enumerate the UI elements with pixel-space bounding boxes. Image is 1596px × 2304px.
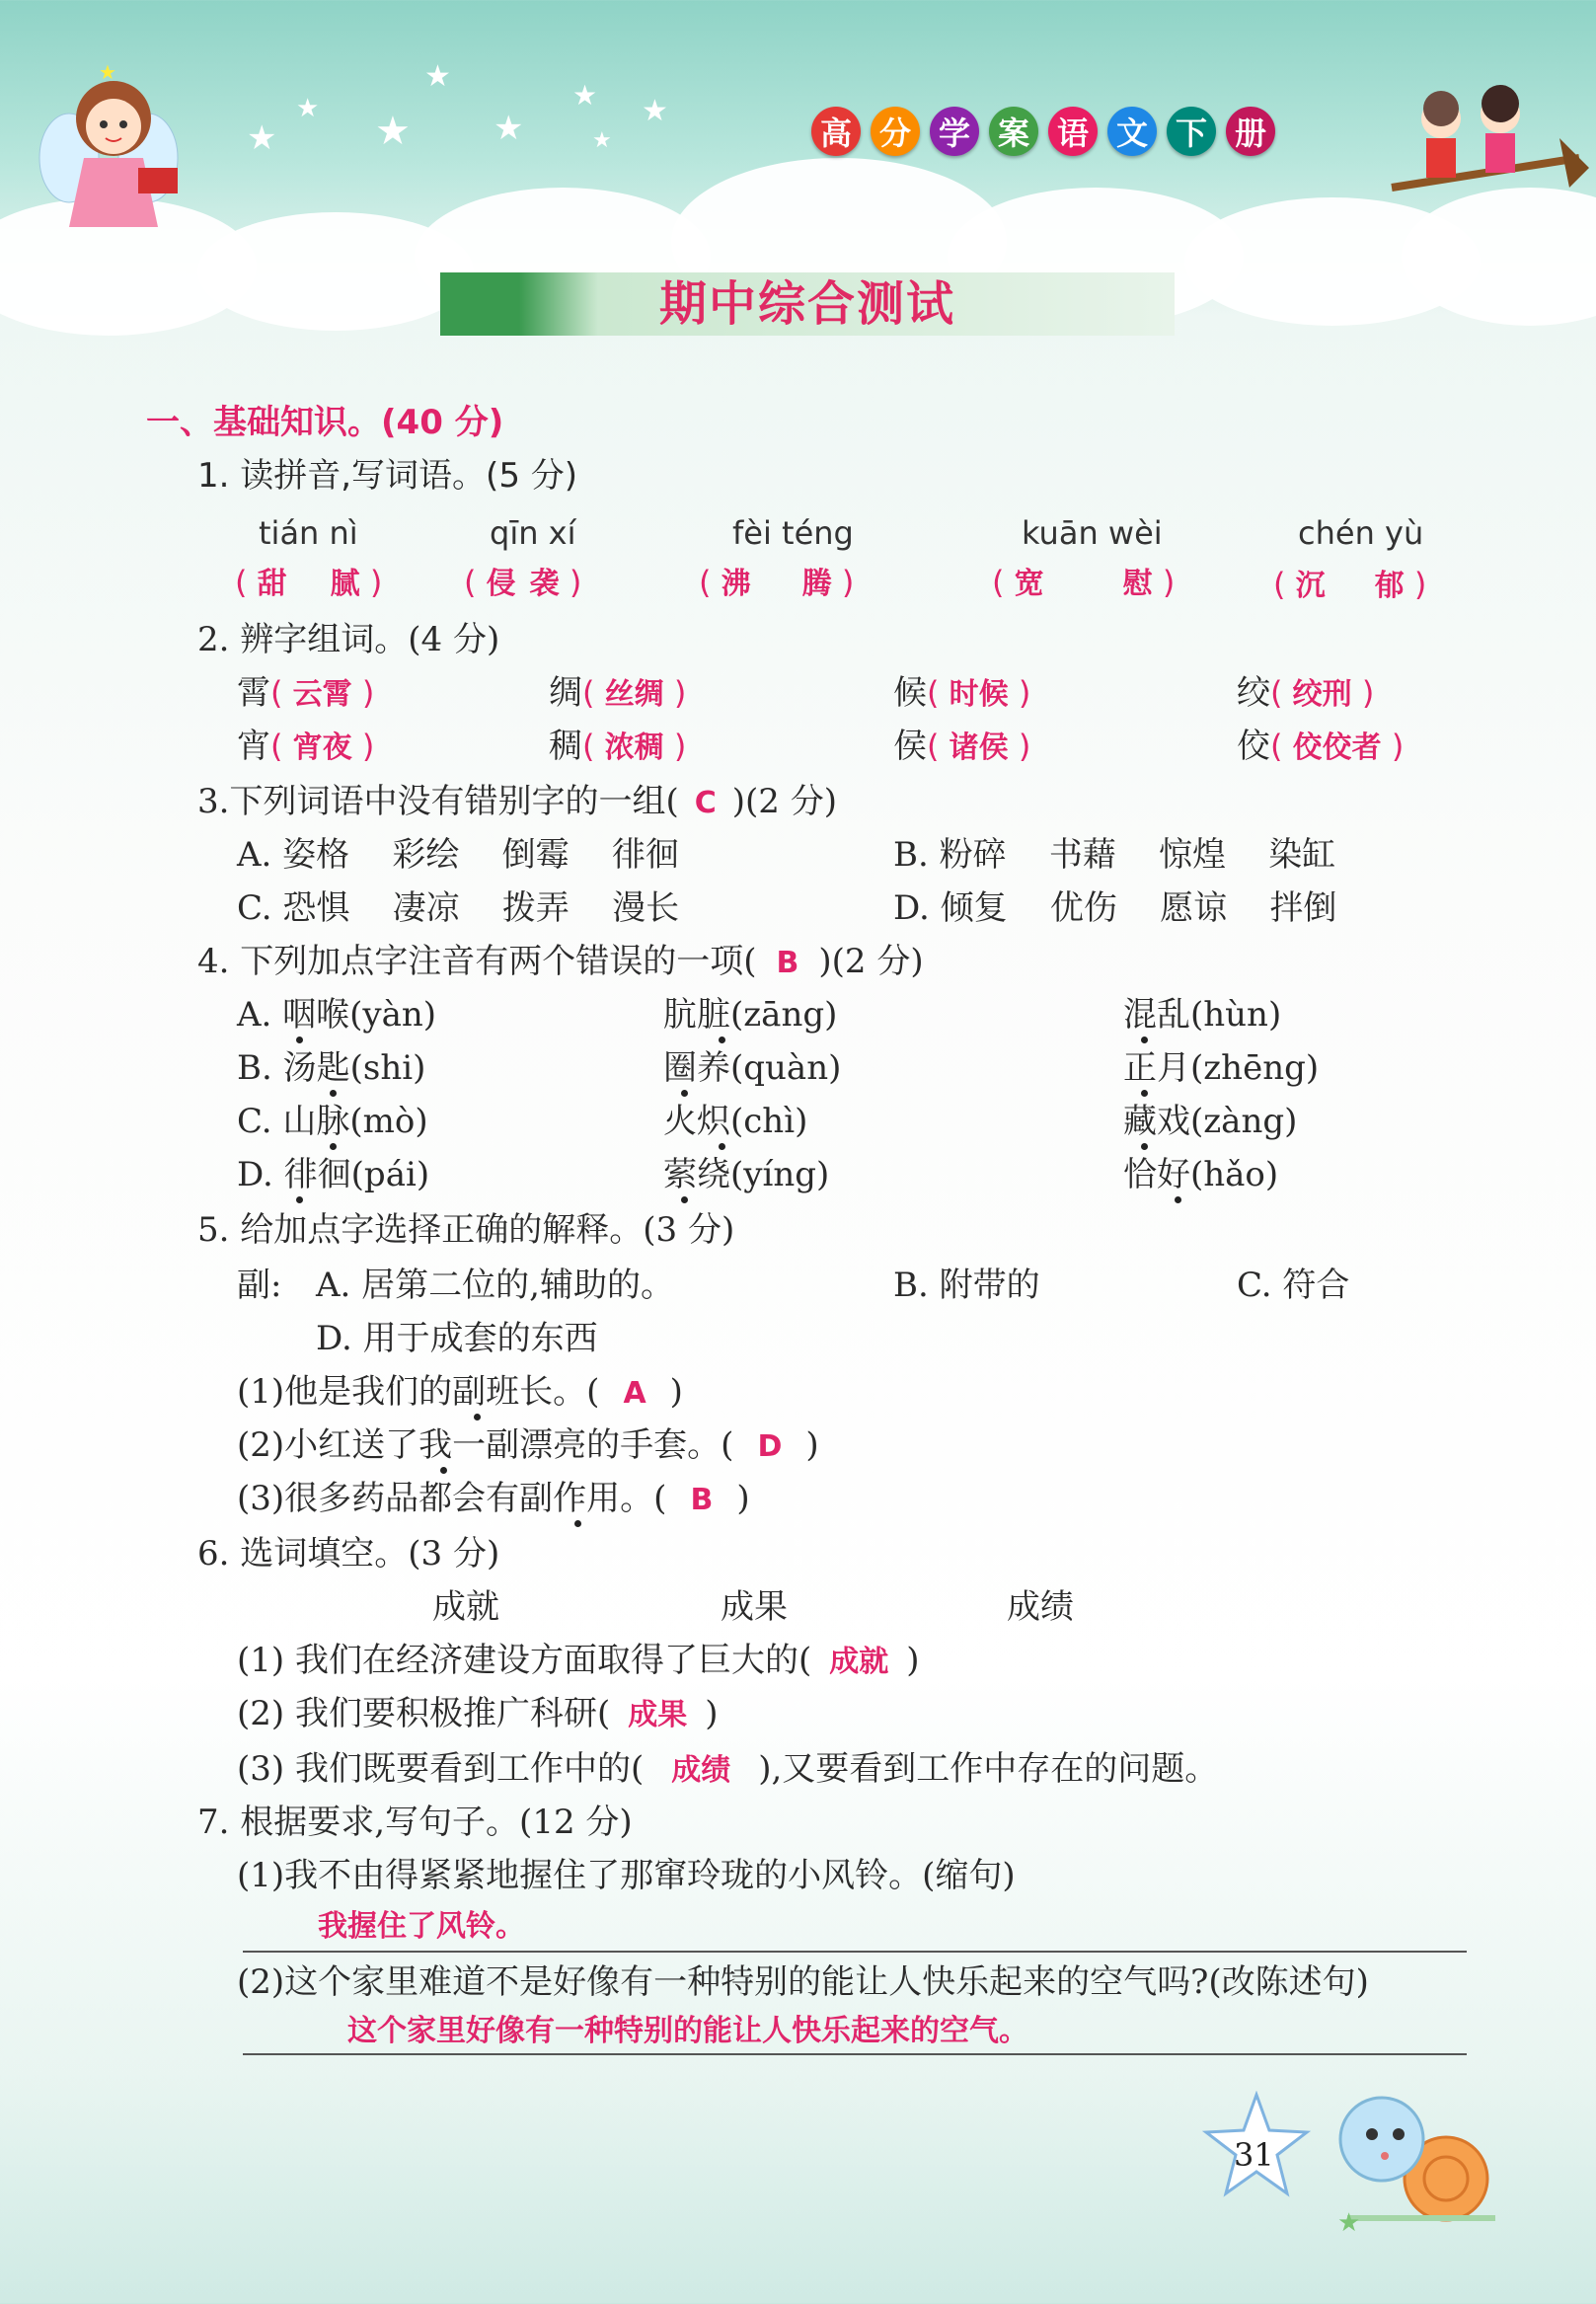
pinyin: chén yù (1298, 514, 1424, 552)
pinyin: fèi téng (732, 514, 854, 552)
series-char: 语 (1048, 107, 1098, 156)
q3-option-b: B. 粉碎 书藉 惊煌 染缸 (893, 835, 1336, 875)
emphasis-dot (681, 1090, 688, 1097)
emphasis-dot (440, 1467, 447, 1474)
baby-snail-illustration (1328, 2085, 1515, 2233)
q5-item: (3)很多药品都会有副作用。( B ) (237, 1479, 750, 1518)
star-icon: ★ (494, 109, 524, 148)
series-char: 分 (871, 107, 920, 156)
q5-option-d: D. 用于成套的东西 (316, 1319, 598, 1358)
series-char: 学 (930, 107, 979, 156)
q1-answer-5: ( 沉 郁 ) (1273, 566, 1427, 603)
header-banner (0, 0, 1596, 296)
emphasis-dot (296, 1196, 303, 1203)
fairy-girl-illustration (30, 39, 197, 237)
q4-cell: 藏戏(zàng) (1123, 1102, 1298, 1141)
page-number: 31 (1234, 2136, 1274, 2174)
q4-cell: 肮脏(zāng) (663, 995, 838, 1035)
star-icon: ★ (642, 94, 668, 128)
series-char: 文 (1107, 107, 1157, 156)
emphasis-dot (1141, 1090, 1148, 1097)
series-title (811, 107, 1275, 156)
q7-sentence-2: (2)这个家里难道不是好像有一种特别的能让人快乐起来的空气吗?(改陈述句) (237, 1962, 1369, 2002)
star-icon: ★ (424, 59, 451, 94)
q6-word: 成果 (721, 1587, 788, 1627)
q4-cell: 正月(zhēng) (1123, 1048, 1320, 1088)
test-title-banner (440, 272, 1175, 336)
q1-answer-3: ( 沸 腾 ) (699, 564, 855, 601)
series-char: 案 (989, 107, 1038, 156)
q3-option-a: A. 姿格 彩绘 倒霉 徘徊 (237, 835, 679, 875)
q4-cell: B. 汤匙(shi) (237, 1048, 426, 1088)
q5-item: (1)他是我们的副班长。( A ) (237, 1372, 683, 1412)
q4-cell: 萦绕(yíng) (663, 1155, 830, 1194)
section-heading: 一、基础知识。(40 分) (146, 403, 504, 442)
q2-item: 绞( 绞刑 ) (1237, 673, 1375, 713)
q4-label: 4. 下列加点字注音有两个错误的一项( B )(2 分) (197, 942, 924, 981)
q2-item: 宵( 宵夜 ) (237, 727, 375, 766)
star-icon: ★ (572, 79, 598, 112)
star-icon: ★ (296, 94, 320, 123)
q2-item: 候( 时候 ) (893, 673, 1031, 713)
q6-word: 成绩 (1007, 1587, 1074, 1627)
q7-label: 7. 根据要求,写句子。(12 分) (197, 1803, 633, 1842)
q4-cell: 混乱(hùn) (1123, 995, 1282, 1035)
q7-answer-1: 我握住了风铃。 (318, 1909, 525, 1944)
q2-item: 霄( 云霄 ) (237, 673, 375, 713)
q4-cell: A. 咽喉(yàn) (237, 995, 437, 1035)
page-title: 期中综合测试 (658, 276, 955, 332)
q1-label: 1. 读拼音,写词语。(5 分) (197, 456, 578, 496)
star-icon: ★ (375, 109, 411, 154)
series-char: 下 (1167, 107, 1216, 156)
q7-sentence-1: (1)我不由得紧紧地握住了那窜玲珑的小风铃。(缩句) (237, 1856, 1016, 1895)
q5-item: (2)小红送了我一副漂亮的手套。( D ) (237, 1425, 819, 1465)
q5-option-c: C. 符合 (1237, 1266, 1350, 1305)
kids-on-broom-illustration (1382, 69, 1589, 217)
emphasis-dot (719, 1037, 725, 1043)
q6-word: 成就 (432, 1587, 499, 1627)
emphasis-dot (296, 1037, 303, 1043)
q6-label: 6. 选词填空。(3 分) (197, 1534, 500, 1574)
emphasis-dot (1175, 1196, 1181, 1203)
q4-cell: 火炽(chì) (663, 1102, 808, 1141)
q2-label: 2. 辨字组词。(4 分) (197, 620, 500, 659)
q3-label: 3.下列词语中没有错别字的一组( C )(2 分) (197, 782, 837, 821)
emphasis-dot (681, 1196, 688, 1203)
q6-sentence-2: (2) 我们要积极推广科研( 成果 ) (237, 1694, 719, 1733)
emphasis-dot (574, 1520, 581, 1527)
emphasis-dot (1141, 1037, 1148, 1043)
q1-answer-2: ( 侵 袭 ) (464, 564, 582, 601)
q2-item: 稠( 浓稠 ) (549, 727, 687, 766)
emphasis-dot (474, 1414, 481, 1421)
emphasis-dot (719, 1143, 725, 1150)
star-icon: ★ (592, 128, 612, 153)
series-char: 高 (811, 107, 861, 156)
q2-item: 佼( 佼佼者 ) (1237, 727, 1405, 766)
pinyin: tián nì (259, 514, 358, 552)
series-char: 册 (1226, 107, 1275, 156)
svg-text:★: ★ (99, 60, 116, 84)
answer-line (243, 2053, 1467, 2055)
answer-line (243, 1951, 1467, 1953)
q7-answer-2: 这个家里好像有一种特别的能让人快乐起来的空气。 (347, 2014, 1028, 2048)
q2-item: 绸( 丝绸 ) (549, 673, 687, 713)
pinyin: qīn xí (490, 514, 576, 552)
q5-word: 副: (237, 1266, 282, 1305)
emphasis-dot (330, 1143, 337, 1150)
q6-sentence-3: (3) 我们既要看到工作中的( 成绩 ),又要看到工作中存在的问题。 (237, 1749, 1219, 1789)
q3-option-c: C. 恐惧 凄凉 拨弄 漫长 (237, 888, 680, 928)
svg-text:★: ★ (1337, 2208, 1361, 2233)
q1-answer-4: ( 宽 慰 ) (992, 564, 1176, 601)
emphasis-dot (1141, 1143, 1148, 1150)
q4-cell: 恰好(hǎo) (1123, 1155, 1279, 1194)
q5-label: 5. 给加点字选择正确的解释。(3 分) (197, 1210, 735, 1250)
q1-answer-1: ( 甜 腻 ) (235, 564, 383, 601)
q2-item: 侯( 诸侯 ) (893, 727, 1031, 766)
q5-option-b: B. 附带的 (893, 1266, 1040, 1305)
q5-option-a: A. 居第二位的,辅助的。 (316, 1266, 674, 1305)
q4-cell: D. 徘徊(pái) (237, 1155, 430, 1194)
q3-option-d: D. 倾复 优伤 愿谅 拌倒 (893, 888, 1337, 928)
star-icon: ★ (247, 118, 277, 158)
pinyin: kuān wèi (1022, 514, 1163, 552)
q4-cell: 圈养(quàn) (663, 1048, 842, 1088)
q6-sentence-1: (1) 我们在经济建设方面取得了巨大的( 成就 ) (237, 1641, 920, 1680)
emphasis-dot (330, 1090, 337, 1097)
q4-cell: C. 山脉(mò) (237, 1102, 428, 1141)
